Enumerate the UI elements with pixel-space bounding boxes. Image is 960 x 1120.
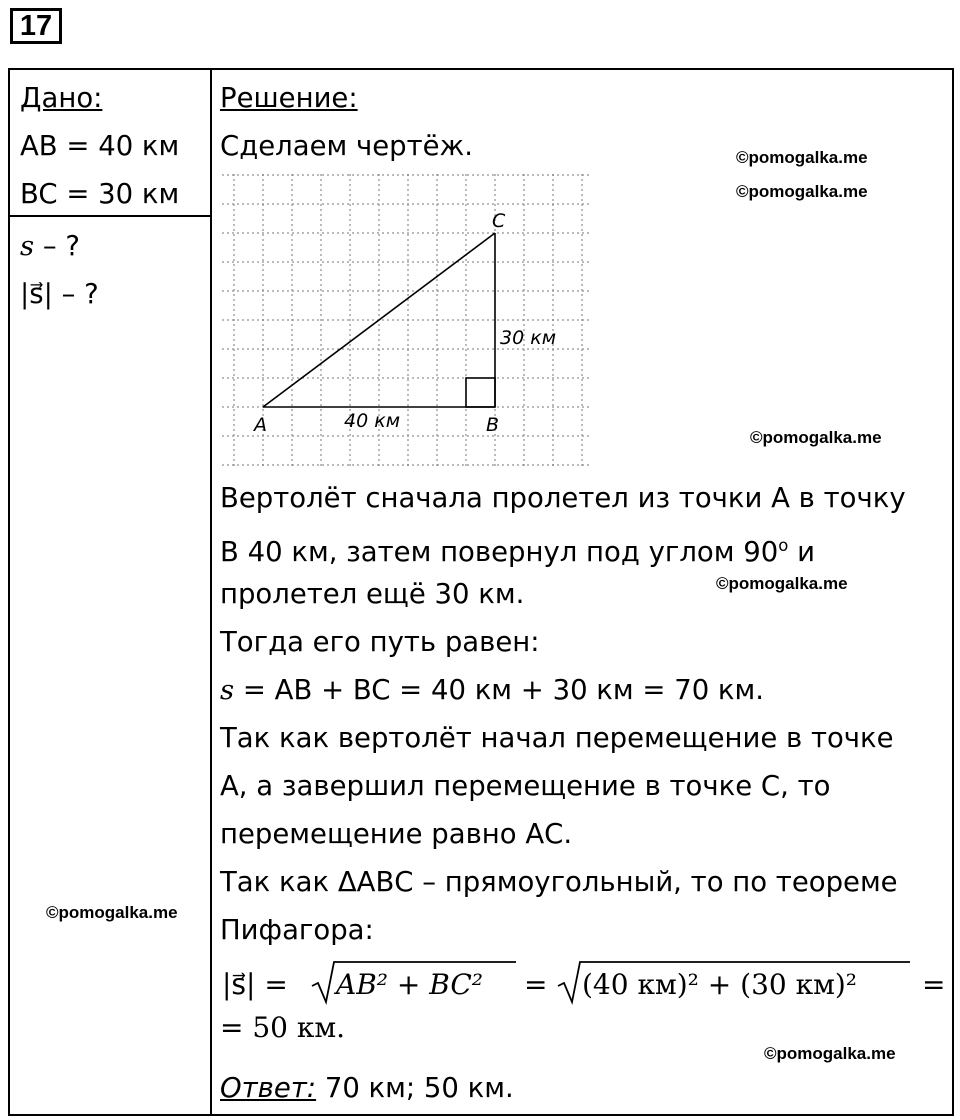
para-5 [220,666,764,714]
formula-tail: = [922,968,946,1001]
formula-rad1: AB² + BC² [336,968,484,1001]
formula-lhs: |s⃗| = [222,968,288,1001]
grid [222,174,592,466]
para-1: Вертолёт сначала пролетел из точки А в точку [220,482,906,514]
para-3: пролетел ещё 30 км. [220,578,525,610]
para-9: Так как ΔАВС – прямоугольный, то по теореме [220,866,898,898]
watermark: ©pomogalka.me [716,574,848,593]
label-c: C [492,210,506,232]
formula-eq: = [524,968,548,1001]
vector-s-abs: |s⃗| [20,278,53,310]
watermark: ©pomogalka.me [736,148,868,167]
triangle-drawing [220,170,600,470]
para-8: перемещение равно АС. [220,818,573,850]
para-2b: и [788,536,815,569]
label-a: A [254,414,267,436]
para-6: Так как вертолёт начал перемещение в точке [220,722,894,754]
solution-intro: Сделаем чертёж. [220,130,474,162]
answer-text: 70 км; 50 км. [316,1072,514,1104]
para-10: Пифагора: [220,914,374,946]
column-divider [210,70,212,1114]
pythagoras-formula [220,956,950,1010]
right-angle-mark [466,378,495,407]
problem-number: 17 [10,8,62,44]
para-2 [220,522,815,576]
degree-mark: о [778,536,789,555]
var-s: s [20,230,35,262]
given-ab: AB = 40 км [20,130,180,162]
answer-label: Ответ: [220,1072,317,1104]
find-displacement [20,270,99,318]
watermark: ©pomogalka.me [46,903,178,922]
label-bc-length: 30 км [500,327,557,349]
label-ab-length: 40 км [344,410,401,432]
formula-result: = 50 км. [220,1011,346,1044]
find-path [20,222,80,270]
solution-header: Решение: [220,82,358,114]
label-b: B [486,414,500,436]
given-header: Дано: [20,82,103,114]
var-s-path: s [220,674,235,706]
find-path-rest: – ? [34,230,80,262]
watermark: ©pomogalka.me [750,428,882,447]
para-2a: В 40 км, затем повернул под углом 90 [220,536,779,569]
find-displacement-rest: – ? [52,278,99,310]
given-bc: BC = 30 км [20,178,180,210]
watermark: ©pomogalka.me [764,1044,896,1063]
para-7: А, а завершил перемещение в точке С, то [220,770,831,802]
watermark: ©pomogalka.me [736,182,868,201]
para-5-rest: = AB + BC = 40 км + 30 км = 70 км. [234,674,765,706]
formula-rad2: (40 км)² + (30 км)² [582,968,858,1001]
para-4: Тогда его путь равен: [220,626,540,658]
answer [220,1064,514,1112]
